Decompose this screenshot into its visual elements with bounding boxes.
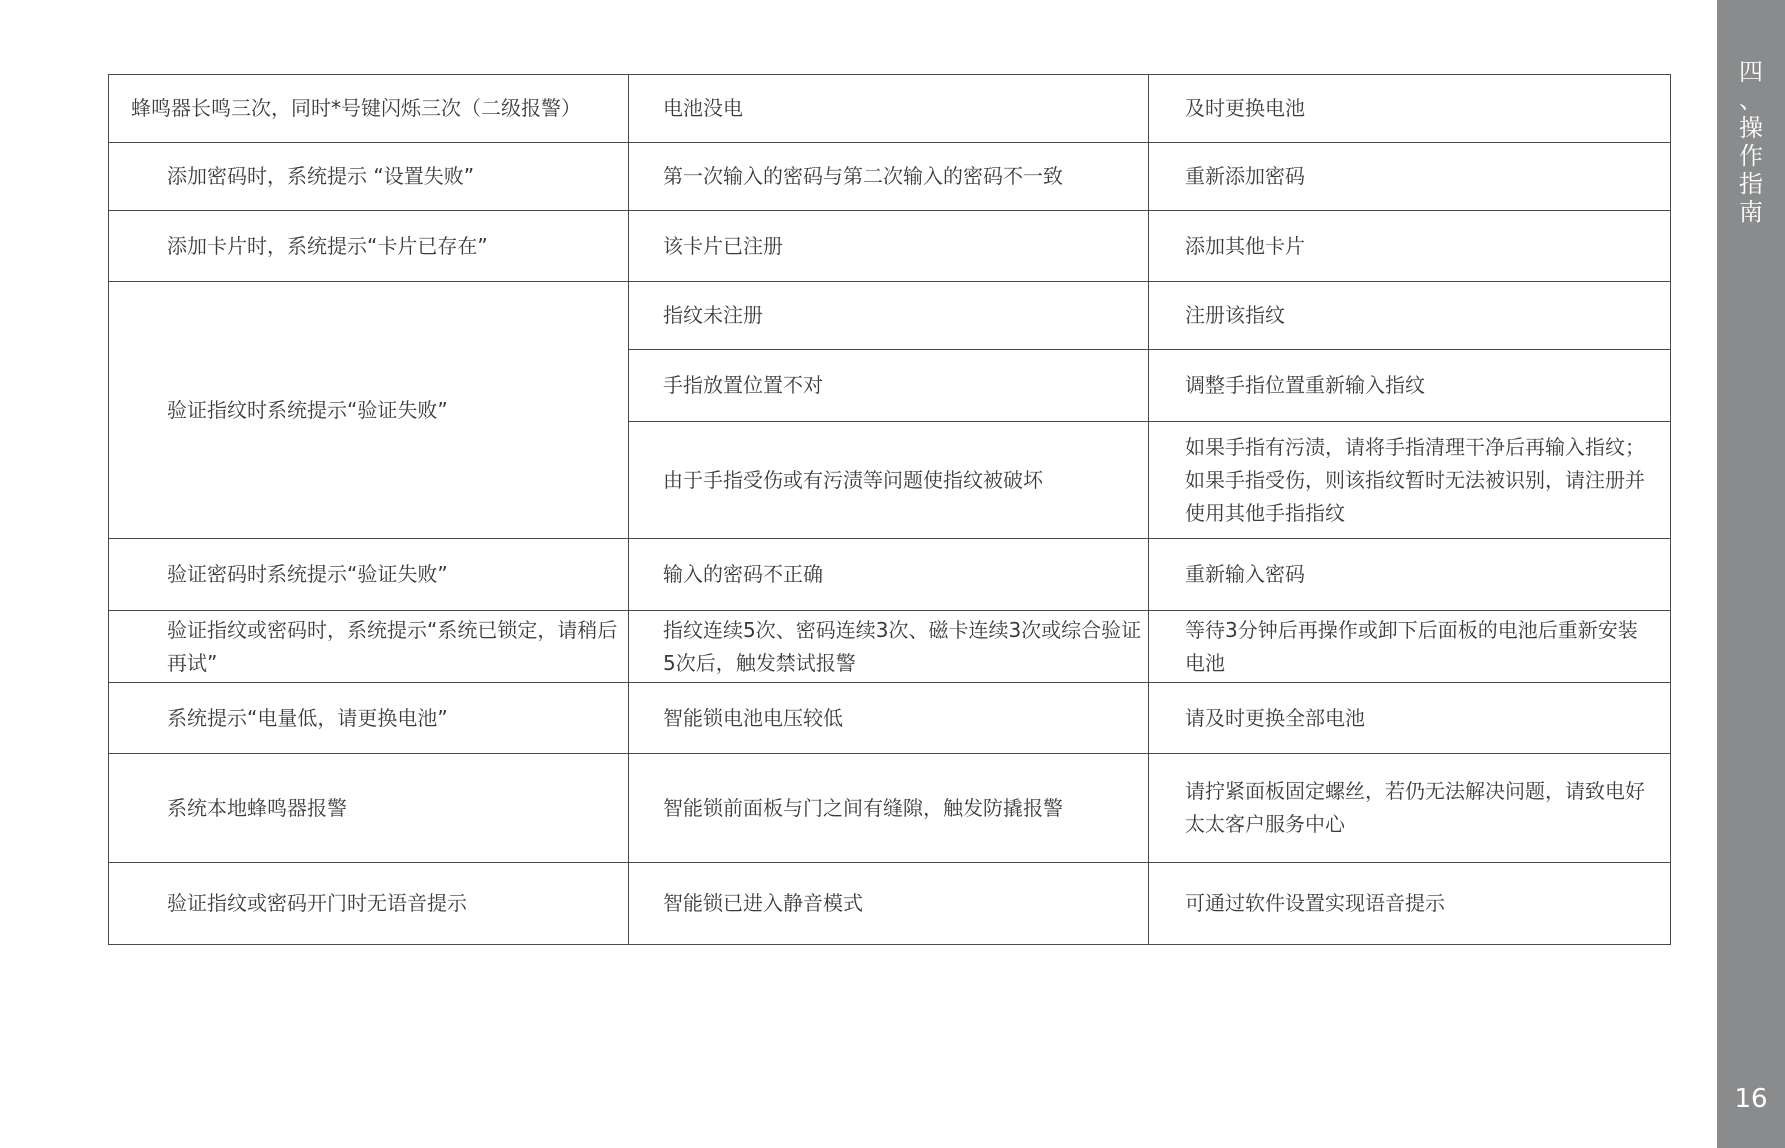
table-row <box>109 282 1671 350</box>
solution-cell: 及时更换电池 <box>1149 75 1671 143</box>
solution-cell: 重新输入密码 <box>1149 539 1671 611</box>
phenomenon-cell: 验证密码时系统提示“验证失败” <box>109 539 629 611</box>
phenomenon-cell: 蜂鸣器长鸣三次，同时*号键闪烁三次（二级报警） <box>109 75 629 143</box>
table-row <box>109 211 1671 282</box>
phenomenon-cell: 添加卡片时，系统提示“卡片已存在” <box>109 211 629 282</box>
cause-cell: 电池没电 <box>629 75 1149 143</box>
table-row <box>109 611 1671 683</box>
phenomenon-cell: 系统提示“电量低，请更换电池” <box>109 683 629 754</box>
phenomenon-cell: 添加密码时，系统提示 “设置失败” <box>109 143 629 211</box>
section-title <box>1717 58 1785 226</box>
cause-cell: 该卡片已注册 <box>629 211 1149 282</box>
cause-cell: 由于手指受伤或有污渍等问题使指纹被破坏 <box>629 422 1149 539</box>
phenomenon-cell: 验证指纹或密码时，系统提示“系统已锁定，请稍后再试” <box>109 611 629 683</box>
section-sidebar <box>1717 0 1785 1148</box>
cause-cell: 手指放置位置不对 <box>629 350 1149 422</box>
solution-cell: 重新添加密码 <box>1149 143 1671 211</box>
table-row <box>109 863 1671 945</box>
solution-cell: 请拧紧面板固定螺丝，若仍无法解决问题，请致电好太太客户服务中心 <box>1149 754 1671 863</box>
solution-cell: 如果手指有污渍，请将手指清理干净后再输入指纹；如果手指受伤，则该指纹暂时无法被识别，请注册并使用其他手指指纹 <box>1149 422 1671 539</box>
section-title-char: 南 <box>1739 198 1763 226</box>
solution-cell: 可通过软件设置实现语音提示 <box>1149 863 1671 945</box>
section-title-char: 指 <box>1739 170 1763 198</box>
table-row <box>109 539 1671 611</box>
page-number: 16 <box>1734 1084 1768 1114</box>
solution-cell: 等待3分钟后再操作或卸下后面板的电池后重新安装电池 <box>1149 611 1671 683</box>
cause-cell: 输入的密码不正确 <box>629 539 1149 611</box>
solution-cell: 请及时更换全部电池 <box>1149 683 1671 754</box>
table-row <box>109 143 1671 211</box>
table-row <box>109 683 1671 754</box>
section-title-char: 作 <box>1739 142 1763 170</box>
table-row <box>109 75 1671 143</box>
solution-cell: 注册该指纹 <box>1149 282 1671 350</box>
phenomenon-cell: 验证指纹或密码开门时无语音提示 <box>109 863 629 945</box>
section-title-char: 、 <box>1739 86 1763 114</box>
cause-cell: 指纹未注册 <box>629 282 1149 350</box>
phenomenon-cell: 验证指纹时系统提示“验证失败” <box>109 282 629 539</box>
table-row <box>109 754 1671 863</box>
section-title-char: 四 <box>1739 58 1763 86</box>
cause-cell: 智能锁电池电压较低 <box>629 683 1149 754</box>
troubleshooting-table <box>108 74 1671 945</box>
solution-cell: 调整手指位置重新输入指纹 <box>1149 350 1671 422</box>
cause-cell: 指纹连续5次、密码连续3次、磁卡连续3次或综合验证5次后，触发禁试报警 <box>629 611 1149 683</box>
phenomenon-cell: 系统本地蜂鸣器报警 <box>109 754 629 863</box>
solution-cell: 添加其他卡片 <box>1149 211 1671 282</box>
section-title-char: 操 <box>1739 114 1763 142</box>
cause-cell: 智能锁已进入静音模式 <box>629 863 1149 945</box>
cause-cell: 智能锁前面板与门之间有缝隙，触发防撬报警 <box>629 754 1149 863</box>
cause-cell: 第一次输入的密码与第二次输入的密码不一致 <box>629 143 1149 211</box>
